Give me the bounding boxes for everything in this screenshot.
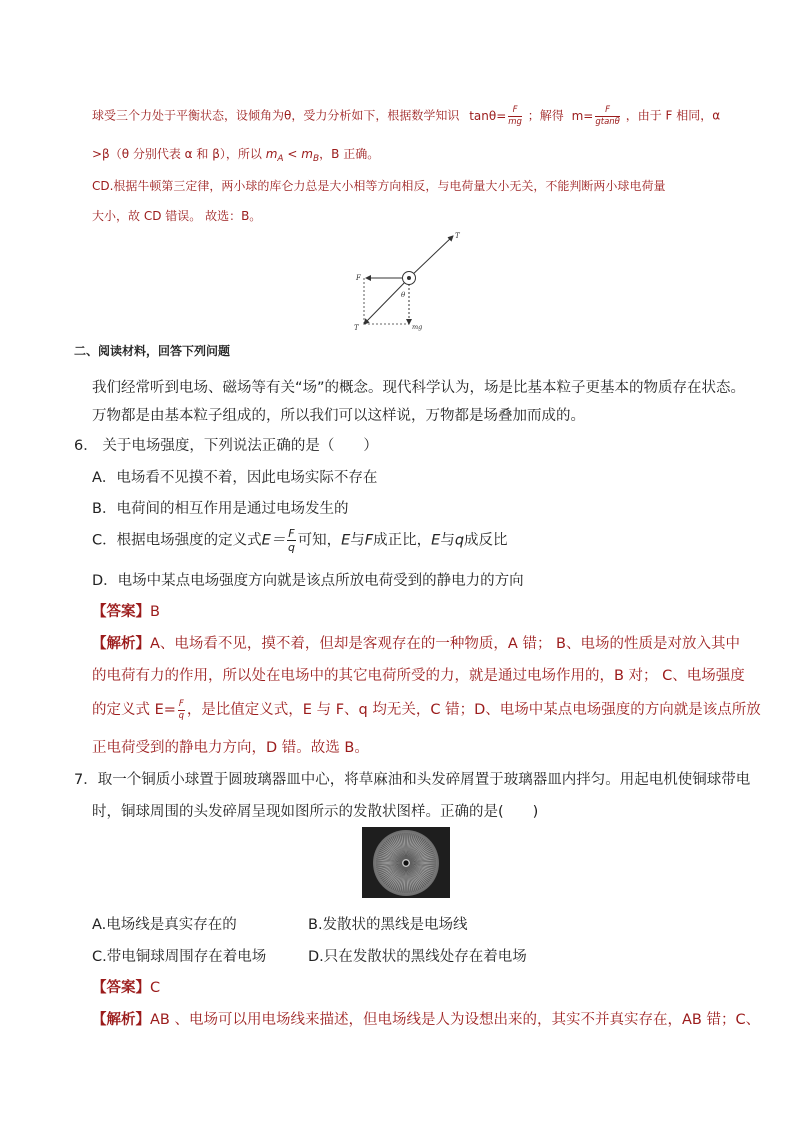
analysis-text: >β（θ 分别代表 α 和 β），所以 xyxy=(92,147,262,161)
tension-reverse-vector xyxy=(364,278,409,324)
option-c-text: 可知， xyxy=(297,532,342,549)
q7-option-c: C.带电铜球周围存在着电场 xyxy=(92,949,267,965)
tan-denominator: mg xyxy=(508,116,522,127)
label-t-bottom: T xyxy=(354,324,359,332)
q6-option-a: A．电场看不见摸不着，因此电场实际不存在 xyxy=(92,470,378,486)
section-heading: 二、阅读材料，回答下列问题 xyxy=(74,344,231,358)
q6-option-d: D．电场中某点电场强度方向就是该点所放电荷受到的静电力的方向 xyxy=(92,573,524,589)
explanation-tag: 【解析】 xyxy=(92,636,150,652)
label-mg: mg xyxy=(412,323,423,331)
q6-option-c xyxy=(92,528,508,553)
explanation-text: 的定义式 E= xyxy=(92,702,176,718)
q6-option-b: B．电荷间的相互作用是通过电场发生的 xyxy=(92,501,349,517)
e-numerator: F xyxy=(178,699,184,709)
label-f: F xyxy=(356,274,361,282)
material-paragraph-2: 万物都是由基本粒子组成的，所以我们可以这样说，万物都是场叠加而成的。 xyxy=(92,408,585,424)
m-fraction xyxy=(595,106,620,126)
option-c-text: 与 xyxy=(440,532,455,549)
option-c-text: 成反比 xyxy=(464,532,508,549)
analysis-text: ，由于 F 相同，α xyxy=(625,108,721,123)
m-formula xyxy=(571,105,622,127)
e-denominator: q xyxy=(287,541,295,554)
answer-tag: 【答案】 xyxy=(92,980,150,996)
q7-stem-1: 7．取一个铜质小球置于圆玻璃器皿中心，将草麻油和头发碎屑置于玻璃器皿内拌匀。用起电机使铜球带电 xyxy=(74,772,751,788)
label-t-top: T xyxy=(455,232,460,240)
m-numerator: F xyxy=(595,106,620,117)
e-fraction xyxy=(287,528,295,553)
explanation-text: A、电场看不见，摸不着，但却是客观存在的一种物质，A 错； B、电场的性质是对放入其中 xyxy=(150,636,741,652)
explanation-text: ，是比值定义式，E 与 F、q 均无关，C 错；D、电场中某点电场强度的方向就是该点所放 xyxy=(186,702,761,718)
tan-numerator: F xyxy=(508,106,522,117)
option-c-text: C．根据电场强度的定义式 xyxy=(92,532,262,549)
e-denominator: q xyxy=(178,710,185,721)
q7-explanation-1 xyxy=(92,1008,760,1029)
q6-stem: 6． 关于电场强度，下列说法正确的是（ ） xyxy=(74,438,378,454)
answer-value: B xyxy=(150,604,160,620)
q7-stem-2: 时，铜球周围的头发碎屑呈现如图所示的发散状图样。正确的是( ) xyxy=(92,804,539,820)
q6-answer xyxy=(92,600,160,621)
q7-option-d: D.只在发散状的黑线处存在着电场 xyxy=(308,949,527,965)
q7-answer xyxy=(92,976,160,997)
material-paragraph-1: 我们经常听到电场、磁场等有关“场”的概念。现代科学认为，场是比基本粒子更基本的物质存在状态。 xyxy=(92,380,746,396)
analysis-text: ，B 正确。 xyxy=(319,147,380,161)
label-theta: θ xyxy=(401,291,406,299)
q6-explanation-4: 正电荷受到的静电力方向，D 错。故选 B。 xyxy=(92,740,369,756)
force-diagram xyxy=(350,228,470,336)
analysis-line-4: 大小，故 CD 错误。 故选：B。 xyxy=(92,209,262,223)
answer-tag: 【答案】 xyxy=(92,604,150,620)
ball-center xyxy=(407,276,411,280)
field-e: E xyxy=(341,532,351,549)
tan-label: tanθ= xyxy=(469,108,507,123)
m-label: m= xyxy=(571,108,594,123)
field-e: E xyxy=(431,532,441,549)
e-numerator: F xyxy=(288,527,295,540)
q7-option-a: A.电场线是真实存在的 xyxy=(92,917,237,933)
analysis-line-3: CD.根据牛顿第三定律，两小球的库仑力总是大小相等方向相反，与电荷量大小无关，不能判断两小球电荷量 xyxy=(92,179,666,193)
q6-explanation-3 xyxy=(92,698,761,720)
field-pattern-photo xyxy=(362,827,450,898)
analysis-line-2 xyxy=(92,145,379,164)
option-c-text: 成正比， xyxy=(373,532,432,549)
analysis-text: ；解得 xyxy=(527,108,564,123)
analysis-text: 球受三个力处于平衡状态，设倾角为θ，受力分析如下，根据数学知识 xyxy=(92,108,460,123)
charge-q: q xyxy=(454,532,465,549)
explanation-tag: 【解析】 xyxy=(92,1012,150,1028)
q6-explanation-1 xyxy=(92,632,740,653)
analysis-line-1 xyxy=(92,106,720,126)
option-c-text: 与 xyxy=(350,532,365,549)
mass-a: m xyxy=(265,147,278,161)
mass-b-subscript: B xyxy=(312,154,320,164)
tan-fraction xyxy=(508,106,522,126)
answer-value: C xyxy=(150,980,161,996)
q6-explanation-2: 的电荷有力的作用，所以处在电场中的其它电荷所受的力，就是通过电场作用的，B 对； C、电场强度 xyxy=(92,668,745,684)
m-denominator: gtanθ xyxy=(595,116,620,127)
field-e: E＝ xyxy=(261,532,286,549)
tan-formula xyxy=(469,105,524,127)
explanation-text: AB 、电场可以用电场线来描述，但电场线是人为设想出来的，其实不并真实存在，AB 错；C、 xyxy=(150,1012,761,1028)
mass-a-subscript: A xyxy=(277,154,284,164)
tension-vector xyxy=(409,236,453,278)
e-fraction xyxy=(178,700,185,720)
mass-b: < m xyxy=(287,147,313,161)
force-f: F xyxy=(364,532,374,549)
q7-option-b: B.发散状的黑线是电场线 xyxy=(308,917,468,933)
